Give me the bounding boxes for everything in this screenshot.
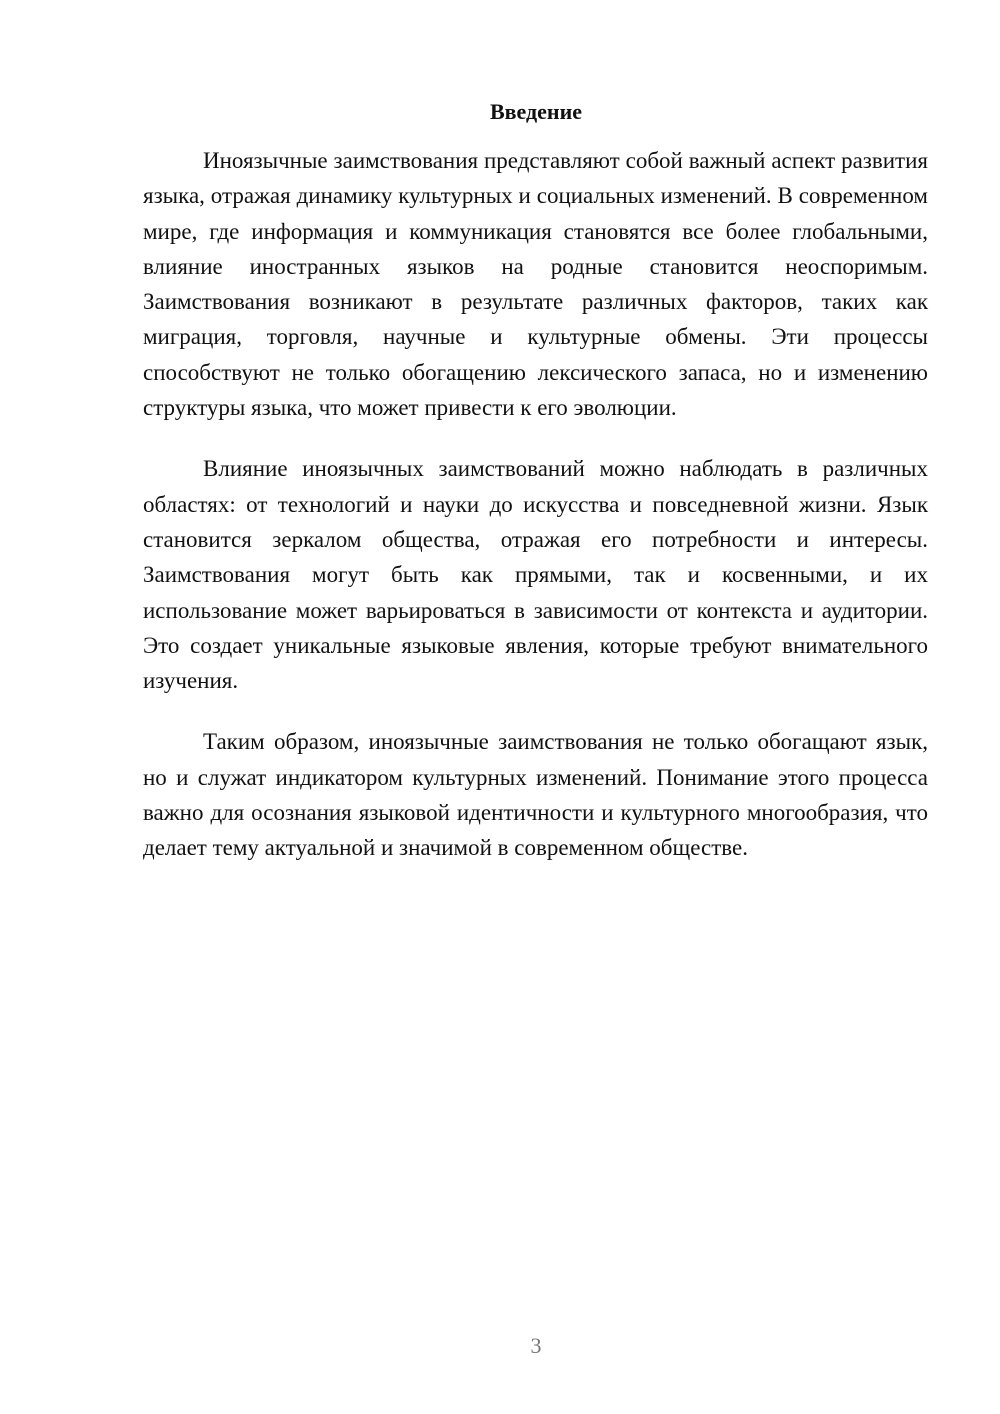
- paragraph-2: Влияние иноязычных заимствований можно наблюдать в различных областях: от технологий и науки до искусства и повседневной жизни. Язык становится зеркалом общества, отражая его потребности и интересы. Заимствования могут быть как прямыми, так и косвенными, и их использование может варьироваться в зависимости от контекста и аудитории. Это создает уникальные языковые явления, которые требуют внимательного изучения.: [143, 456, 928, 694]
- section-title: Введение: [489, 99, 583, 124]
- paragraph-3: Таким образом, иноязычные заимствования не только обогащают язык, но и служат индикатором культурных изменений. Понимание этого процесса важно для осознания языковой идентичности и культурного многообразия, что делает тему актуальной и значимой в современном обществе.: [143, 729, 928, 861]
- page-number: 3: [530, 1333, 542, 1358]
- paragraph-1: Иноязычные заимствования представляют собой важный аспект развития языка, отражая динамику культурных и социальных изменений. В современном мире, где информация и коммуникация становятся все более глобальными, влияние иностранных языков на родные становится неоспоримым. Заимствования возникают в результате различных факторов, таких как миграция, торговля, научные и культурные обмены. Эти процессы способствуют не только обогащению лексического запаса, но и изменению структуры языка, что может привести к его эволюции.: [143, 148, 928, 421]
- body-text: [143, 143, 928, 892]
